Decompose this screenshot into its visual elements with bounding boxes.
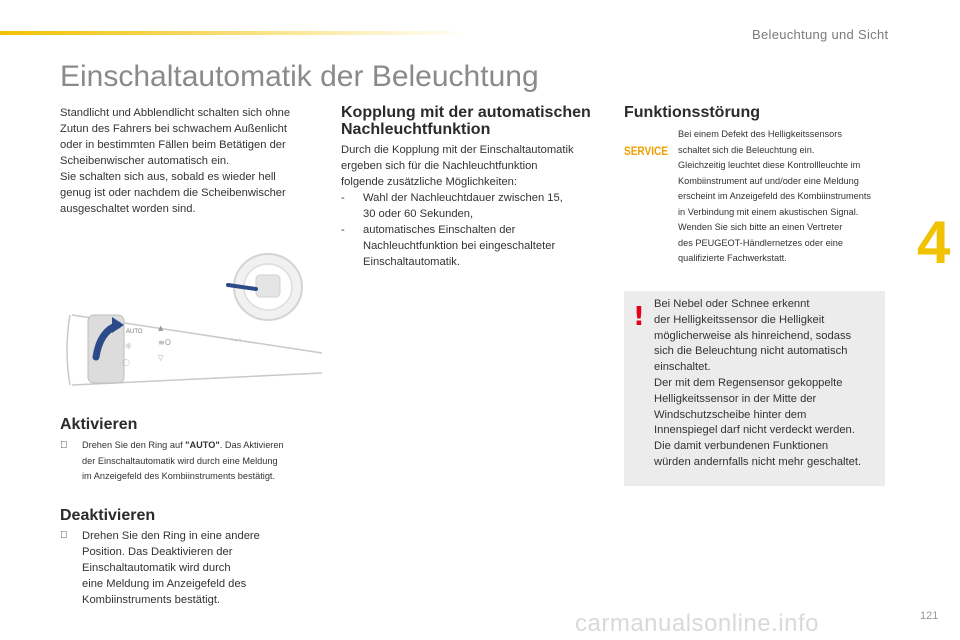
warning-line: Innenspiegel darf nicht verdeckt werden. [654, 424, 855, 437]
stoerung-line: Wenden Sie sich bitte an einen Vertreter [678, 222, 843, 232]
deaktivieren-line: Einschaltautomatik wird durch [82, 562, 231, 574]
deaktivieren-block [60, 528, 322, 608]
warning-box [624, 291, 885, 486]
aktivieren-block [60, 438, 322, 485]
intro-line: Scheibenwischer automatisch ein. [60, 155, 230, 167]
header-accent-bar [0, 31, 470, 35]
stoerung-line: in Verbindung mit einem akustischen Signal. [678, 206, 859, 217]
watermark: carmanualsonline.info [575, 610, 819, 637]
warning-icon: ! [633, 302, 645, 332]
page-title: Einschaltautomatik der Beleuchtung [60, 60, 539, 93]
stoerung-heading: Funktionsstörung [624, 104, 760, 121]
auto-label: AUTO [126, 329, 143, 335]
stoerung-line: Gleichzeitig leuchtet diese Kontrollleuchte im [678, 160, 861, 170]
page-number: 121 [920, 610, 939, 622]
light-stalk-illustration [60, 245, 322, 395]
steering-wheel-icon [228, 254, 302, 320]
kopplung-intro-line: ergeben sich für die Nachleuchtfunktion [341, 160, 538, 172]
deaktivieren-line: Drehen Sie den Ring in eine andere [82, 530, 260, 542]
svg-text:▲: ▲ [158, 324, 164, 332]
aktivieren-line: der Einschaltautomatik wird durch eine Meldung [82, 455, 278, 466]
stoerung-line: schaltet sich die Beleuchtung ein. [678, 144, 815, 155]
bullet-icon [60, 438, 68, 454]
svg-text:≡O: ≡O [158, 338, 171, 347]
deaktivieren-line: Position. Das Deaktivieren der [82, 546, 233, 558]
chapter-number: 4 [917, 209, 951, 276]
svg-text:☼: ☼ [124, 342, 133, 352]
svg-text:◦-◦: ◦-◦ [230, 336, 243, 345]
intro-line: Zutun des Fahrers bei schwachem Außenlicht [60, 123, 287, 135]
warning-line: Der mit dem Regensensor gekoppelte [654, 376, 843, 389]
intro-block [60, 105, 322, 217]
stoerung-line: erscheint im Anzeigefeld des Kombiinstruments [678, 191, 872, 201]
warning-line: der Helligkeitssensor die Helligkeit [654, 313, 825, 326]
intro-line: ausgeschaltet worden sind. [60, 203, 196, 215]
svg-text:▽: ▽ [158, 354, 164, 362]
warning-line: Windschutzscheibe hinter dem [654, 408, 807, 421]
warning-line: einschaltet. [654, 361, 711, 374]
intro-line: oder in bestimmten Fällen beim Betätigen der [60, 139, 286, 151]
warning-line: Bei Nebel oder Schnee erkennt [654, 298, 810, 310]
intro-line: genug ist oder nachdem die Scheibenwischer [60, 187, 286, 199]
aktivieren-item: Drehen Sie den Ring auf "AUTO". Das Aktivieren der Einschaltautomatik wird durch eine Meldung im Anzeigefeld des Kombiinstruments bestätigt. [60, 438, 322, 485]
stoerung-line: des PEUGEOT-Händlernetzes oder eine [678, 237, 843, 248]
kopplung-block [341, 142, 603, 270]
kopplung-intro-line: folgende zusätzliche Möglichkeiten: [341, 176, 517, 188]
service-warning-icon [624, 141, 668, 159]
intro-line: Standlicht und Abblendlicht schalten sich ohne [60, 107, 291, 119]
deaktivieren-item [60, 528, 322, 608]
warning-line: würden andernfalls nicht mehr geschaltet. [654, 455, 862, 468]
deaktivieren-line: Kombiinstruments bestätigt. [82, 594, 221, 606]
svg-text:◌: ◌ [122, 358, 130, 368]
kopplung-intro-line: Durch die Kopplung mit der Einschaltautomatik [341, 144, 574, 156]
stoerung-line: Kombiinstrument auf und/oder eine Meldung [678, 175, 859, 186]
aktivieren-line: im Anzeigefeld des Kombiinstruments bestätigt. [82, 471, 276, 481]
stoerung-line: qualifizierte Fachwerkstatt. [678, 253, 787, 263]
kopplung-heading: Kopplung mit der automatischen Nachleuchtfunktion [341, 104, 591, 138]
stoerung-line: Bei einem Defekt des Helligkeitssensors [678, 129, 842, 139]
deaktivieren-line: eine Meldung im Anzeigefeld des [82, 578, 247, 590]
list-item: - Wahl der Nachleuchtdauer zwischen 15, 30 oder 60 Sekunden, [341, 192, 563, 220]
warning-text [654, 297, 882, 471]
warning-line: sich die Beleuchtung nicht automatisch [654, 345, 848, 358]
warning-line: Die damit verbundenen Funktionen [654, 440, 829, 453]
bullet-icon [60, 528, 68, 544]
warning-line: Helligkeitssensor in der Mitte der [654, 392, 817, 405]
aktivieren-heading: Aktivieren [60, 416, 138, 433]
svg-text:SERVICE: SERVICE [624, 144, 668, 158]
intro-line: Sie schalten sich aus, sobald es wieder hell [60, 171, 276, 183]
section-header: Beleuchtung und Sicht [752, 27, 889, 42]
deaktivieren-heading: Deaktivieren [60, 507, 156, 524]
kopplung-list [341, 190, 603, 270]
warning-line: möglicherweise als hinreichend, sodass [654, 329, 852, 342]
stoerung-text [678, 127, 888, 267]
list-item: - automatisches Einschalten der Nachleuchtfunktion bei eingeschalteter Einschaltautomatik. [341, 224, 556, 268]
